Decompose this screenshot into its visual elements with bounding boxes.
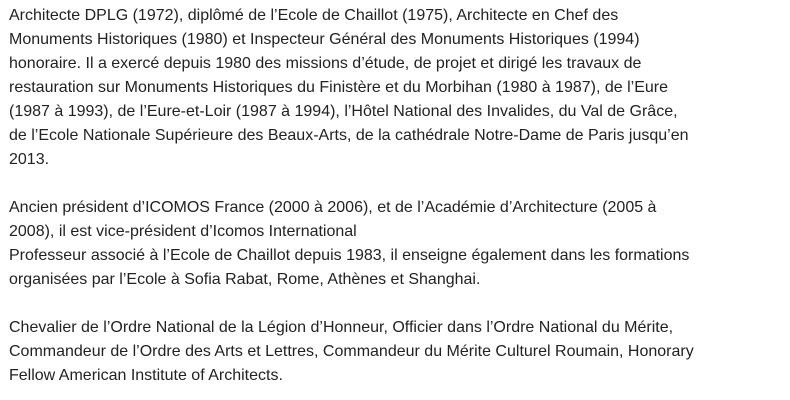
biography-text [9,4,787,388]
text-line: 2008), il est vice-président d’Icomos International [9,223,357,240]
text-line: honoraire. Il a exercé depuis 1980 des missions d’étude, de projet et dirigé les travaux de [9,55,642,72]
text-line: Commandeur de l’Ordre des Arts et Lettres, Commandeur du Mérite Culturel Roumain, Honorary [9,343,694,360]
text-line: Chevalier de l’Ordre National de la Légion d’Honneur, Officier dans l’Ordre National du Mérite, [9,319,674,336]
text-line: restauration sur Monuments Historiques du Finistère et du Morbihan (1980 à 1987), de l’Eure [9,79,669,96]
text-line: 2013. [9,151,50,168]
paragraph-roles [9,196,787,292]
text-line: Architecte DPLG (1972), diplômé de l’Ecole de Chaillot (1975), Architecte en Chef des [9,7,619,24]
text-line: Ancien président d’ICOMOS France (2000 à 2006), et de l’Académie d’Architecture (2005 à [9,199,657,216]
text-line: de l’Ecole Nationale Supérieure des Beaux-Arts, de la cathédrale Notre-Dame de Paris jusqu’en [9,127,689,144]
text-line: organisées par l’Ecole à Sofia Rabat, Rome, Athènes et Shanghai. [9,271,481,288]
text-line: Fellow American Institute of Architects. [9,367,283,384]
text-line: (1987 à 1993), de l’Eure-et-Loir (1987 à 1994), l’Hôtel National des Invalides, du Val de Grâce, [9,103,678,120]
text-line: Professeur associé à l’Ecole de Chaillot depuis 1983, il enseigne également dans les formations [9,247,690,264]
text-line: Monuments Historiques (1980) et Inspecteur Général des Monuments Historiques (1994) [9,31,640,48]
paragraph-honors [9,316,787,388]
paragraph-career [9,4,787,172]
